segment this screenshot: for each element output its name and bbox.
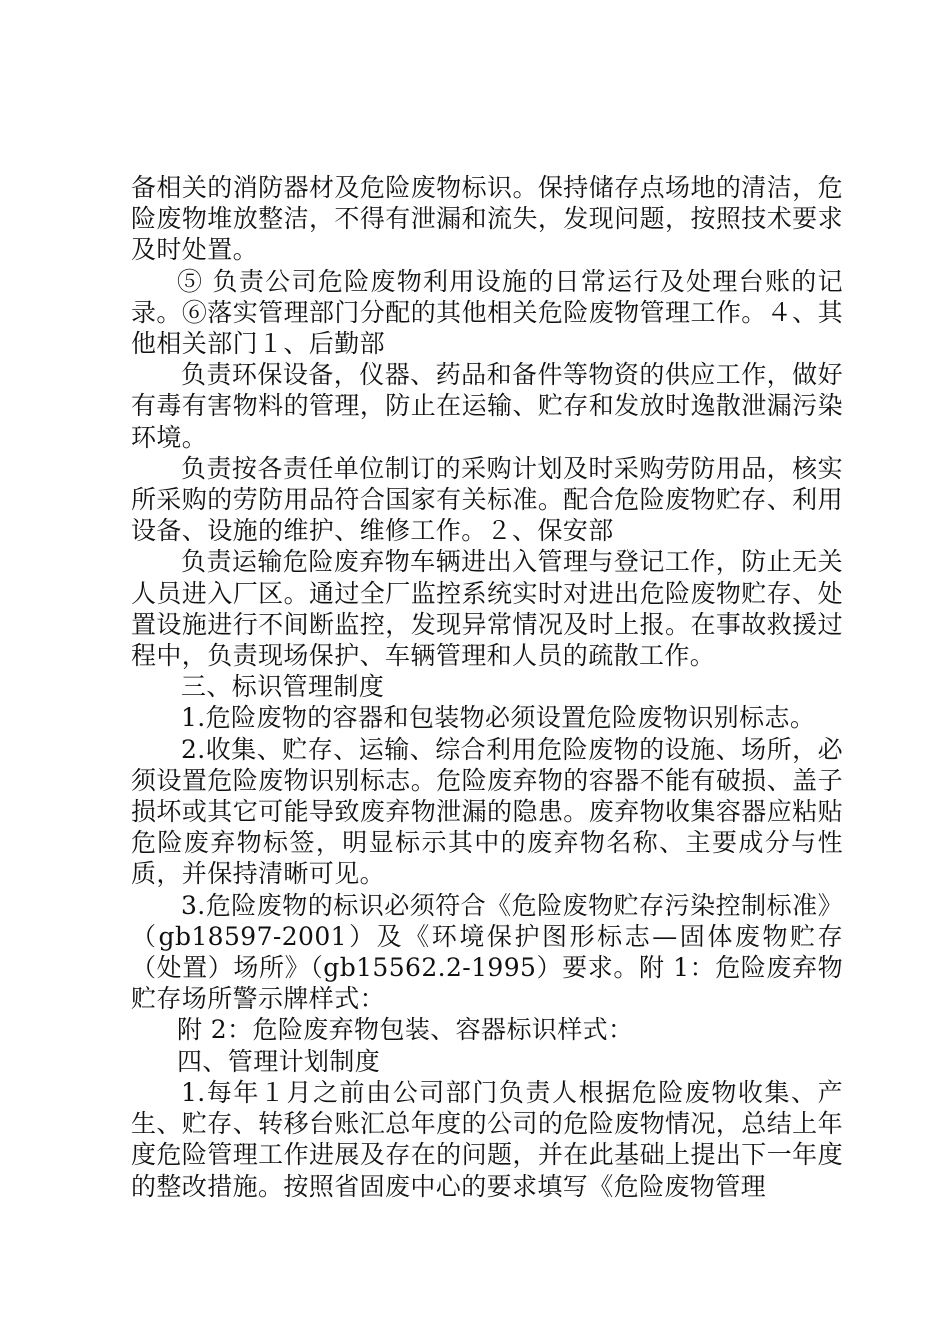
paragraph-appendix-2: 附 2：危险废弃物包装、容器标识样式： xyxy=(177,1015,634,1045)
paragraph-labeling-2: 2.收集、贮存、运输、综合利用危险废物的设施、场所，必须设置危险废物识别标志。危险废弃物的容器不能有破损、盖子损坏或其它可能导致废弃物泄漏的隐患。废弃物收集容器应粘贴危险废弃物标签，明显标示其中的废弃物名称、主要成分与性质，并保持清晰可见。 xyxy=(131,734,843,889)
document-body xyxy=(131,172,843,1202)
paragraph-logistics-duty-2: 负责按各责任单位制订的采购计划及时采购劳防用品，核实所采购的劳防用品符合国家有关标准。配合危险废物贮存、利用设备、设施的维护、维修工作。２、保安部 xyxy=(131,453,843,546)
paragraph-planning-1: 1.每年１月之前由公司部门负责人根据危险废物收集、产生、贮存、转移台账汇总年度的公司的危险废物情况，总结上年度危险管理工作进展及存在的问题，并在此基础上提出下一年度的整改措施。按照省固废中心的要求填写《危险废物管理 xyxy=(131,1077,843,1201)
section-heading-labeling: 三、标识管理制度 xyxy=(181,672,385,702)
paragraph-labeling-3: 3.危险废物的标识必须符合《危险废物贮存污染控制标准》（gb18597-2001）及《环境保护图形标志—固体废物贮存（处置）场所》（gb15562.2-1995）要求。附 1：危险废弃物贮存场所警示牌样式： xyxy=(131,890,843,1014)
paragraph-continuation: 备相关的消防器材及危险废物标识。保持储存点场地的清洁，危险废物堆放整洁，不得有泄漏和流失，发现问题，按照技术要求及时处置。 xyxy=(131,173,843,265)
paragraph-duty-5-6: ⑤ 负责公司危险废物利用设施的日常运行及处理台账的记录。⑥落实管理部门分配的其他相关危险废物管理工作。４、其他相关部门１、后勤部 xyxy=(131,266,843,359)
paragraph-security-duty: 负责运输危险废弃物车辆进出入管理与登记工作，防止无关人员进入厂区。通过全厂监控系统实时对进出危险废物贮存、处置设施进行不间断监控，发现异常情况及时上报。在事故救援过程中，负责现场保护、车辆管理和人员的疏散工作。 xyxy=(131,547,843,671)
paragraph-labeling-1: 1.危险废物的容器和包装物必须设置危险废物识别标志。 xyxy=(181,703,816,733)
section-heading-planning: 四、管理计划制度 xyxy=(177,1046,381,1076)
paragraph-logistics-duty-1: 负责环保设备，仪器、药品和备件等物资的供应工作，做好有毒有害物料的管理，防止在运输、贮存和发放时逸散泄漏污染环境。 xyxy=(131,360,843,452)
